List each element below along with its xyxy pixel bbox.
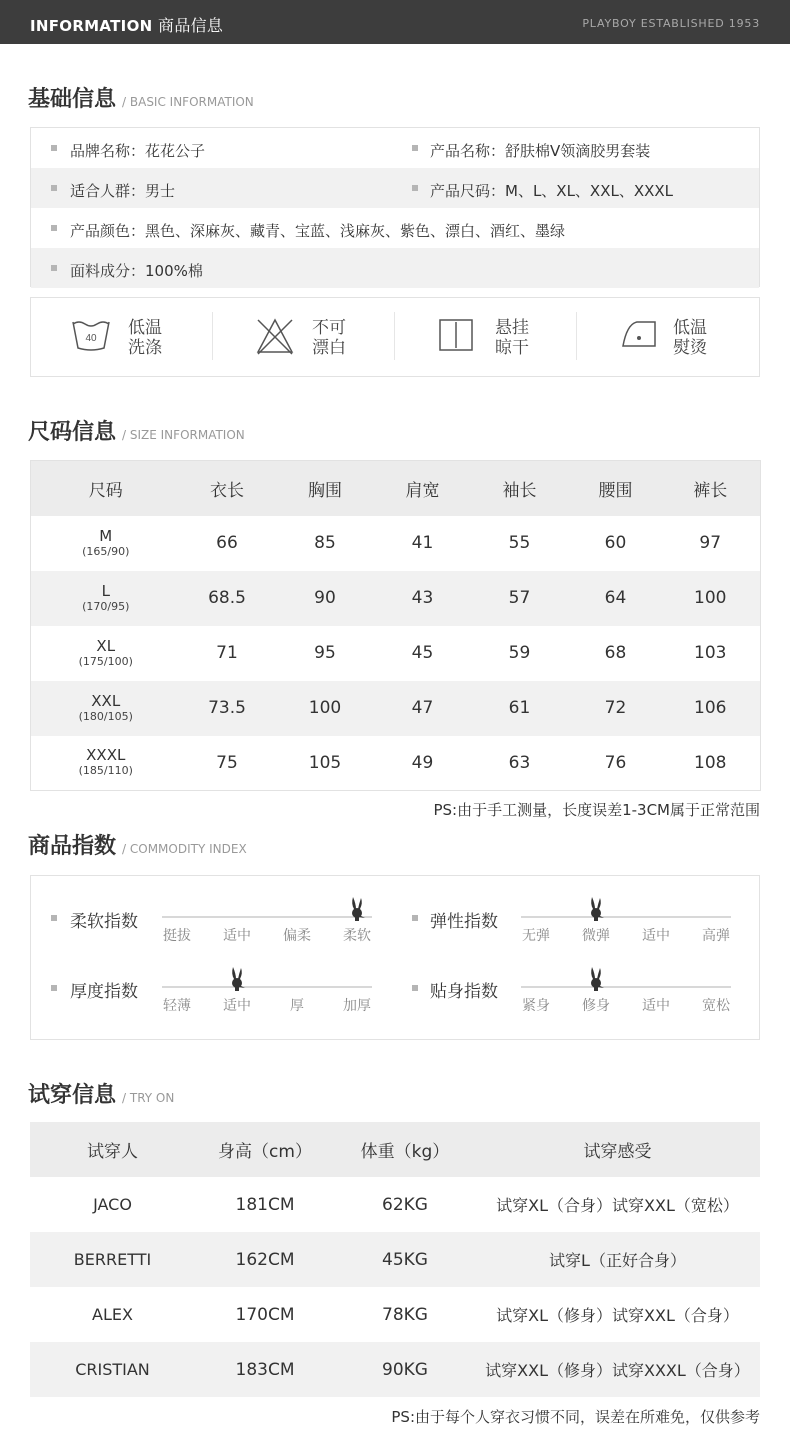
bullet-icon [412,145,418,151]
index-scale-tick: 适中 [223,998,251,1014]
size-note: PS:由于手工测量，长度误差1-3CM属于正常范围 [433,801,760,819]
index-scale-tick: 偏柔 [283,928,311,944]
table-row [30,1342,760,1397]
tester-name: CRISTIAN [75,1360,150,1379]
brand-established: PLAYBOY ESTABLISHED 1953 [582,17,760,30]
size-value: 61 [508,698,531,718]
size-value: 68 [604,643,627,663]
care-bleach-line1: 不可 [312,318,346,338]
size-value: 95 [314,643,336,663]
size-value: 57 [508,588,531,608]
care-item-iron [577,298,759,376]
size-value: 41 [411,533,434,553]
care-wash-text [128,318,162,358]
size-cell [31,626,181,681]
care-hang-text [495,318,529,358]
bullet-icon [51,225,57,231]
try-on-header [30,1122,760,1177]
size-col-header: 袖长 [502,480,537,501]
index-scale-tick: 厚 [290,998,304,1014]
size-value: 76 [604,752,627,773]
try-on-note: PS:由于每个人穿衣习惯不同，误差在所难免，仅供参考 [391,1408,760,1426]
basic-row-2 [31,168,759,208]
target-audience: 适合人群：男士 [70,182,176,200]
index-scale-tick: 适中 [223,928,251,944]
care-iron-line1: 低温 [673,318,707,338]
tester-name: JACO [93,1195,132,1214]
size-col-header: 衣长 [210,480,244,501]
size-value: 103 [694,643,727,663]
size-value: 60 [604,533,627,553]
tester-feedback: 试穿XXL（修身）试穿XXXL（合身） [485,1361,750,1380]
size-spec: (180/105) [78,709,133,723]
index-scale-tick: 适中 [642,998,670,1014]
bullet-icon [51,985,57,991]
try-on-col-header: 体重（kg） [360,1142,450,1162]
size-value: 55 [508,533,531,553]
table-row [30,1287,760,1342]
table-row [31,571,761,626]
care-item-wash [31,298,213,376]
tester-feedback: 试穿L（正好合身） [549,1251,686,1270]
no-bleach-icon [255,316,295,356]
product-sizes: 产品尺码：M、L、XL、XXL、XXXL [430,182,674,200]
size-table-header [31,461,761,516]
size-info-title: 尺码信息 [28,420,117,445]
table-row [31,681,761,736]
playboy-bunny-icon [586,966,606,992]
header-title [30,13,223,36]
index-scale-line [521,916,731,918]
index-scale-line [162,916,372,918]
tester-weight: 45KG [382,1249,428,1270]
care-panel [30,297,760,377]
index-scale-tick: 轻薄 [163,998,191,1014]
try-on-table [30,1122,760,1397]
basic-row-1 [31,128,759,168]
care-hang-line1: 悬挂 [495,318,529,338]
size-label: M [99,526,113,545]
basic-info-subtitle: / BASIC INFORMATION [122,95,254,109]
index-scale-tick: 修身 [582,998,610,1014]
size-value: 59 [508,643,531,663]
basic-info-panel [30,127,760,287]
commodity-index-subtitle: / COMMODITY INDEX [122,842,247,856]
commodity-index-heading [28,829,247,860]
try-on-heading [28,1078,174,1109]
playboy-bunny-icon [227,966,247,992]
size-label: L [101,581,110,600]
size-value: 73.5 [208,698,246,718]
care-bleach-line2: 漂白 [312,338,346,358]
size-col-header: 尺码 [88,480,123,501]
size-label: XL [96,636,116,655]
size-value: 68.5 [208,588,246,608]
index-scale-tick: 微弹 [582,928,610,944]
index-scale-tick: 紧身 [522,998,550,1014]
bullet-icon [51,185,57,191]
table-row [31,626,761,681]
bullet-icon [412,185,418,191]
size-value: 75 [216,752,238,773]
header-title-en: INFORMATION [30,17,153,35]
size-info-heading [28,415,245,446]
index-scale-tick: 柔软 [343,928,371,944]
tester-weight: 78KG [382,1304,428,1325]
size-spec: (185/110) [78,764,133,778]
size-value: 105 [308,752,342,773]
size-col-header: 裤长 [693,480,728,501]
size-value: 66 [216,533,238,553]
tester-weight: 62KG [382,1194,428,1215]
care-item-hang [395,298,577,376]
playboy-bunny-icon [347,896,367,922]
size-value: 43 [411,588,434,608]
size-table [30,460,761,791]
care-wash-line1: 低温 [128,318,162,338]
tester-height: 183CM [235,1359,295,1380]
size-col-header: 肩宽 [405,480,440,501]
wash-40-icon [71,318,111,354]
index-label: 弹性指数 [430,912,498,932]
index-scale-tick: 高弹 [702,928,730,944]
index-label: 厚度指数 [70,982,138,1002]
size-value: 100 [694,588,727,608]
size-cell [31,571,181,626]
index-label: 贴身指数 [430,982,498,1002]
table-row [31,516,761,571]
bullet-icon [412,915,418,921]
size-spec: (175/100) [78,654,133,668]
wash-temp-label: 40 [85,333,97,344]
index-scale-tick: 无弹 [522,928,550,944]
product-name: 产品名称：舒肤棉V领滴胶男套装 [430,142,651,160]
bullet-icon [412,985,418,991]
basic-row-3 [31,208,759,248]
size-col-header: 胸围 [308,480,342,501]
tester-feedback: 试穿XL（合身）试穿XXL（宽松） [496,1196,739,1215]
size-cell [31,736,181,791]
size-value: 47 [411,698,434,718]
index-scale-tick: 适中 [642,928,670,944]
size-info-subtitle: / SIZE INFORMATION [122,428,245,442]
size-value: 72 [604,698,627,718]
size-value: 71 [216,643,238,663]
low-iron-icon [619,318,659,352]
size-value: 63 [508,752,531,773]
size-value: 49 [411,752,434,773]
index-scale-tick: 挺拔 [163,928,191,944]
tester-height: 170CM [235,1304,295,1325]
size-label: XXXL [86,746,126,765]
care-item-bleach [213,298,395,376]
table-row [30,1177,760,1232]
tester-feedback: 试穿XL（修身）试穿XXL（合身） [496,1306,739,1325]
care-iron-text [673,318,707,358]
product-colors: 产品颜色：黑色、深麻灰、藏青、宝蓝、浅麻灰、紫色、漂白、酒红、墨绿 [70,222,566,240]
basic-row-4 [31,248,759,288]
header-title-zh: 商品信息 [158,16,224,35]
commodity-index-title: 商品指数 [28,834,117,859]
bullet-icon [51,145,57,151]
size-value: 97 [699,533,722,553]
tester-height: 181CM [235,1194,295,1215]
tester-height: 162CM [235,1249,295,1270]
size-col-header: 腰围 [598,480,633,501]
brand-name: 品牌名称：花花公子 [70,142,206,160]
size-value: 108 [694,752,727,773]
try-on-subtitle: / TRY ON [122,1091,175,1105]
table-row [30,1232,760,1287]
try-on-col-header: 身高（cm） [218,1142,312,1162]
fabric-composition: 面料成分：100%棉 [70,262,203,280]
header-bar [0,0,790,44]
size-spec: (165/90) [82,544,130,558]
care-hang-line2: 晾干 [495,338,529,358]
table-row [31,736,761,791]
tester-name: ALEX [92,1305,133,1324]
care-bleach-text [312,318,346,358]
basic-info-heading [28,82,254,113]
size-label: XXL [91,691,121,710]
size-spec: (170/95) [82,599,130,613]
size-value: 45 [411,643,434,663]
index-scale-tick: 加厚 [343,998,371,1014]
size-value: 90 [314,588,336,608]
tester-name: BERRETTI [73,1250,152,1269]
care-iron-line2: 熨烫 [673,338,707,358]
try-on-col-header: 试穿感受 [583,1142,652,1162]
index-scale-tick: 宽松 [702,998,730,1014]
hang-dry-icon [438,318,474,354]
index-scale-line [521,986,731,988]
index-scale-line [162,986,372,988]
size-value: 85 [314,533,336,553]
try-on-title: 试穿信息 [28,1083,117,1108]
tester-weight: 90KG [382,1359,428,1380]
index-label: 柔软指数 [70,912,138,932]
basic-info-title: 基础信息 [28,87,117,112]
commodity-index-panel [30,875,760,1040]
bullet-icon [51,915,57,921]
care-wash-line2: 洗涤 [128,338,162,358]
playboy-bunny-icon [586,896,606,922]
try-on-col-header: 试穿人 [87,1142,138,1162]
size-value: 106 [694,698,727,718]
size-value: 64 [604,588,627,608]
bullet-icon [51,265,57,271]
size-value: 100 [308,698,342,718]
size-cell [31,516,181,571]
size-cell [31,681,181,736]
